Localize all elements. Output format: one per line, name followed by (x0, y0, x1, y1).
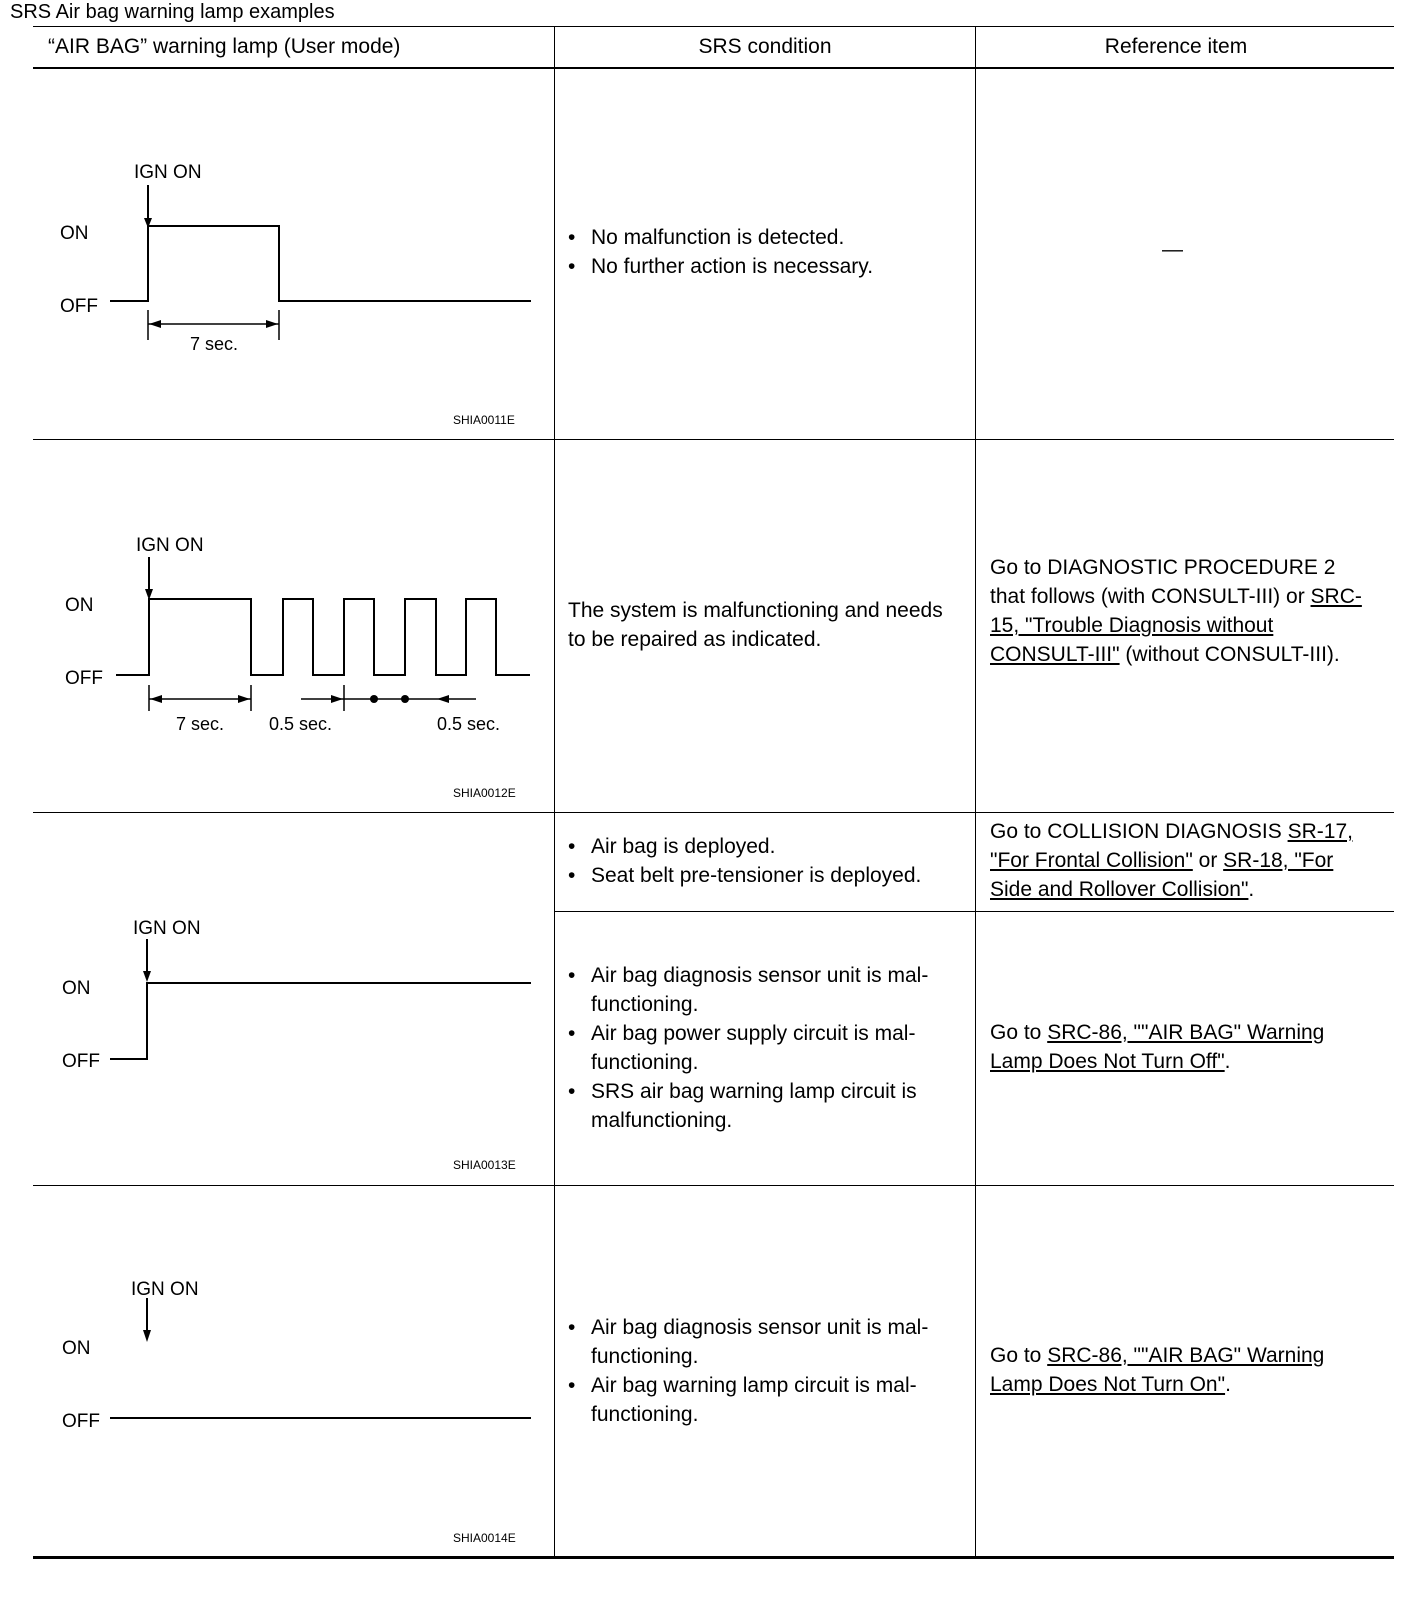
lamp-diagram-3 (33, 895, 555, 1180)
duration-label: 7 sec. (190, 334, 239, 354)
header-warning-lamp: “AIR BAG” warning lamp (User mode) (48, 35, 401, 58)
reference-text: . (1225, 1373, 1231, 1396)
condition-item: • Air bag warning lamp circuit is mal-functioning. (568, 1371, 963, 1429)
row3-bottom-rule (33, 1185, 1394, 1186)
figure-code: SHIA0012E (453, 786, 516, 800)
figure-code: SHIA0014E (453, 1531, 516, 1545)
reference-text: . (1248, 878, 1255, 901)
on-label: ON (62, 1338, 91, 1359)
row1-bottom-rule (33, 439, 1394, 440)
figure-code: SHIA0011E (453, 413, 515, 427)
condition-item: • Air bag diagnosis sensor unit is mal-functioning. (568, 961, 963, 1019)
reference-text: (without CONSULT-III). (1119, 643, 1340, 666)
reference-dash: — (1162, 238, 1183, 261)
reference-text: Go to (990, 1021, 1048, 1044)
reference-cell-2 (990, 553, 1365, 669)
condition-item: • Air bag diagnosis sensor unit is mal-functioning. (568, 1313, 963, 1371)
table-caption: SRS Air bag warning lamp examples (10, 1, 335, 23)
reference-text: . (1224, 1050, 1231, 1073)
on-label: ON (62, 978, 91, 999)
reference-link[interactable]: SRC-86, ""AIR BAG" Warning Lamp Does Not Turn On" (990, 1344, 1325, 1396)
ign-on-label: IGN ON (133, 918, 201, 939)
header-srs-condition: SRS condition (698, 35, 832, 58)
reference-link[interactable]: SRC-86, ""AIR BAG" Warning Lamp Does Not Turn Off" (990, 1021, 1325, 1073)
ign-on-label: IGN ON (131, 1279, 199, 1300)
condition-item: • SRS air bag warning lamp circuit is malfunctioning. (568, 1077, 963, 1135)
condition-item: • Air bag power supply circuit is mal-functioning. (568, 1019, 963, 1077)
duration-label: 0.5 sec. (269, 714, 333, 734)
off-label: OFF (62, 1051, 100, 1072)
off-label: OFF (62, 1411, 100, 1432)
condition-item: • No further action is necessary. (568, 252, 968, 281)
condition-cell-1 (568, 223, 968, 281)
duration-label: 7 sec. (176, 714, 225, 734)
condition-cell-3b (568, 961, 963, 1135)
table-bottom-rule (33, 1556, 1394, 1559)
on-label: ON (60, 223, 89, 244)
lamp-diagram-1 (33, 140, 555, 435)
reference-cell-4 (990, 1341, 1365, 1399)
off-label: OFF (60, 296, 98, 317)
reference-link[interactable]: SRC-15, "Trouble Diagnosis without CONSULT-III" (990, 585, 1362, 666)
off-label: OFF (65, 668, 103, 689)
reference-text: or (1192, 849, 1224, 872)
reference-text: Go to COLLISION DIAGNOSIS (990, 820, 1288, 843)
ign-on-label: IGN ON (136, 535, 204, 556)
reference-link[interactable]: SR-17, "For Frontal Collision" (990, 820, 1353, 872)
duration-label: 0.5 sec. (437, 714, 501, 734)
condition-item: • No malfunction is detected. (568, 223, 968, 252)
on-label: ON (65, 595, 94, 616)
reference-text: Go to DIAGNOSTIC PROCEDURE 2 that follows (with CONSULT-III) or (990, 556, 1336, 608)
figure-code: SHIA0013E (453, 1158, 516, 1172)
condition-item: • Air bag is deployed. (568, 832, 968, 861)
condition-item: • Seat belt pre-tensioner is deployed. (568, 861, 968, 890)
lamp-diagram-4 (33, 1260, 555, 1552)
lamp-diagram-2 (33, 515, 555, 810)
condition-cell-3a (568, 832, 968, 890)
condition-cell-2: The system is malfunctioning and needs to be repaired as indicated. (568, 599, 943, 651)
reference-cell-3a (990, 817, 1365, 904)
reference-text: Go to (990, 1344, 1048, 1367)
reference-link[interactable]: SR-18, "For Side and Rollover Collision" (990, 849, 1334, 901)
column-divider-2 (975, 26, 976, 1558)
header-reference-item: Reference item (1104, 35, 1248, 58)
reference-cell-3b (990, 1018, 1365, 1076)
row2-bottom-rule (33, 812, 1394, 813)
condition-cell-4 (568, 1313, 963, 1429)
ign-on-label: IGN ON (134, 162, 202, 183)
